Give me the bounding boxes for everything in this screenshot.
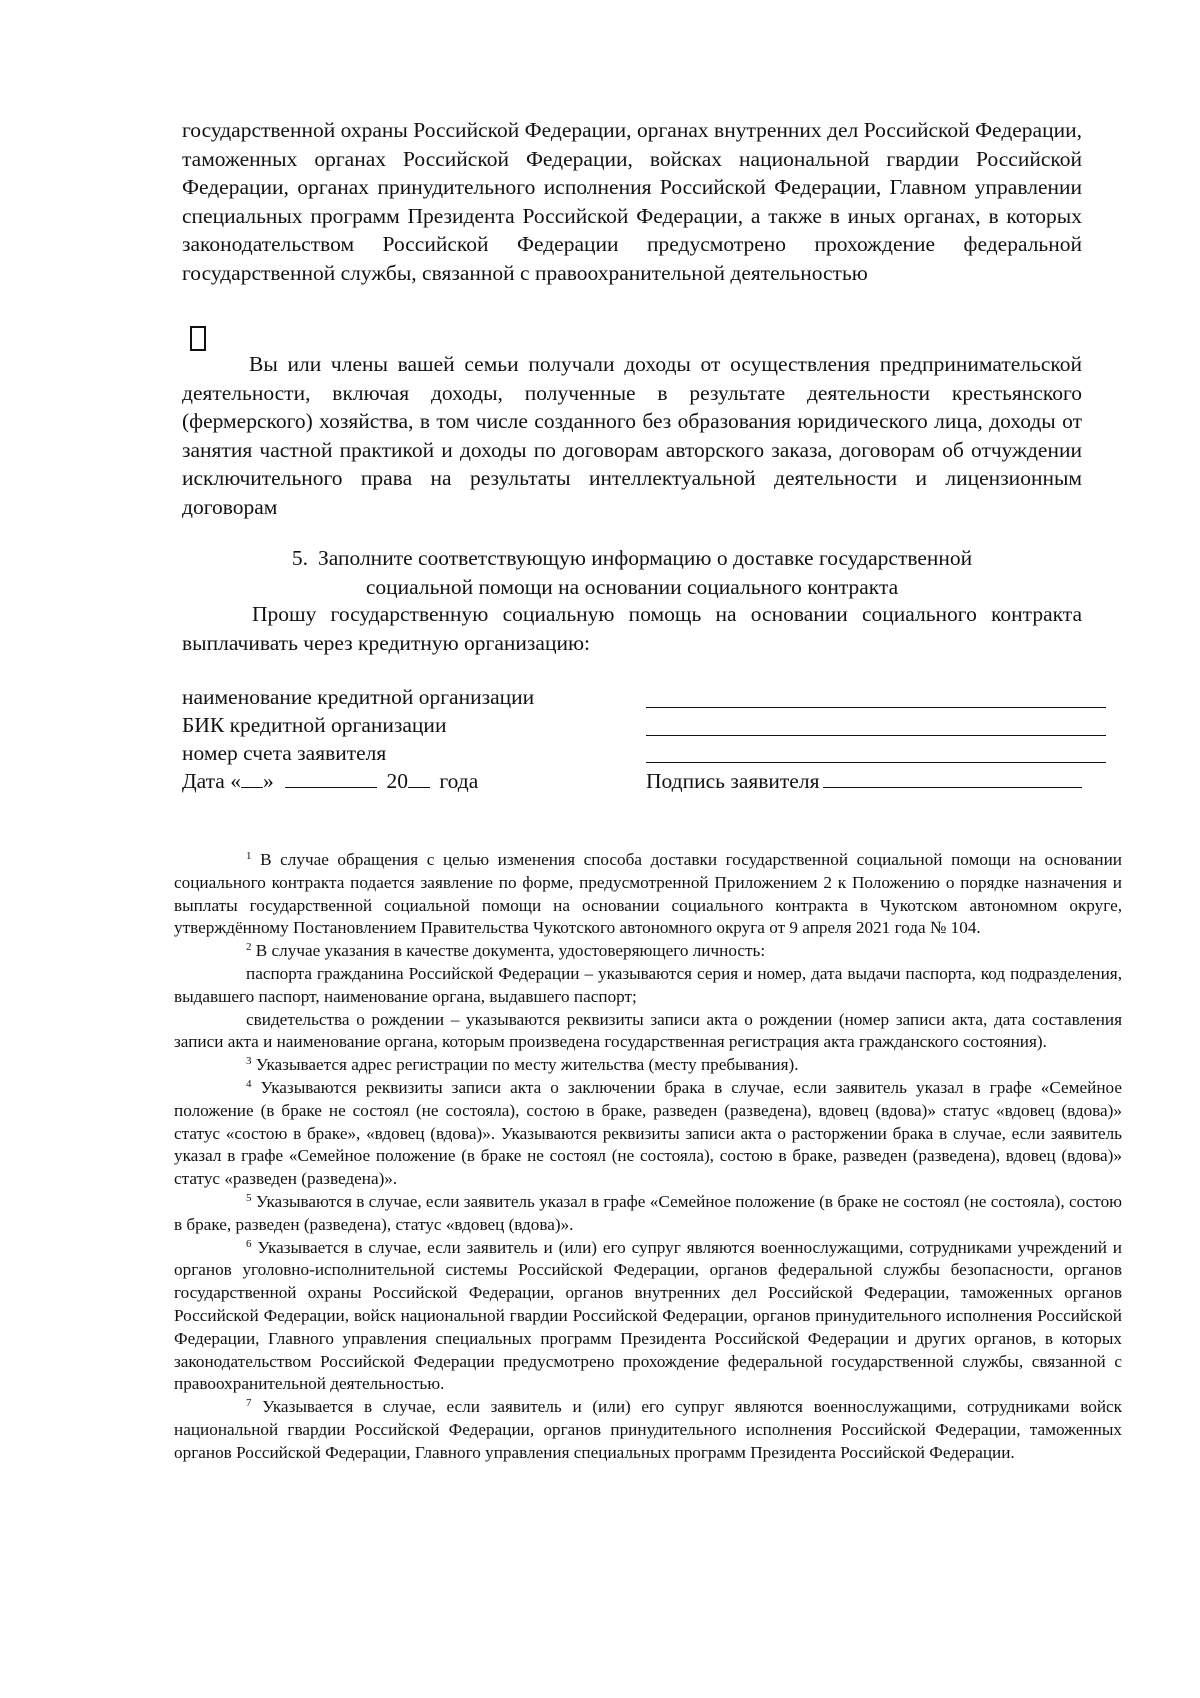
body-paragraph-continuation: государственной охраны Российской Федерации, органах внутренних дел Российской Федерации, таможенных органах Российской Федерации, войсках национальной гвардии Российской Федерации, органах принудительного исполнения Российской Федерации, Главном управлении специальных программ Президента Российской Федерации, а также в иных органах, в которых законодательством Российской Федерации предусмотрено прохождение федеральной государственной службы, связанной с правоохранительной деятельностью [182,118,1082,285]
footnote-mark: 6 [246,1237,252,1250]
bank-name-field[interactable] [646,707,1106,708]
footnote-3: $^3$ Указывается адрес регистрации по месту жительства (месту пребывания). [246,1055,799,1075]
footnote-mark: 5 [246,1191,252,1204]
footnote-7: $^7$ Указывается в случае, если заявитель и (или) его супруг являются военнослужащими, сотрудниками войск национальной гвардии Российской Федерации, органов принудительного исполнения Российской Федерации, таможенных органов Российской Федерации, Главного управления специальных программ Президента Российской Федерации. [174,1397,1123,1462]
footnote-2-birth-certificate: свидетельства о рождении – указываются реквизиты записи акта о рождении (номер записи акта, дата составления записи акта и наименование органа, которым произведена государственная регистрация акта гражданского состояния). [174,1009,1122,1052]
date-month-field[interactable] [285,769,377,788]
footnote-mark: 2 [246,941,252,954]
footnote-4: $^4$ Указываются реквизиты записи акта о заключении брака в случае, если заявитель указал в графе «Семейное положение (в браке не состоял (не состояла), состою в браке, разведен (разведена), вдовец (вдова)» статус «вдовец (вдова)» статус «состою в браке», «вдовец (вдова)». Указываются реквизиты записи акта о расторжении брака в случае, если заявитель указал в графе «Семейное положение (в браке не состоял (не состояла), состою в браке, разведен (разведена), вдовец (вдова)» статус «разведен (разведена)». [174,1077,1122,1189]
body-paragraph-business-income: Вы или члены вашей семьи получали доходы от осуществления предпринимательской деятельности, включая доходы, полученные в результате деятельности крестьянского (фермерского) хозяйства, в том числе созданного без образования юридического лица, доходы от занятия частной практикой и доходы по договорам авторского заказа, договорам об отчуждении исключительного права на результаты интеллектуальной деятельности и лицензионным договорам [182,352,1082,519]
date-year-suffix: года [439,769,479,793]
date-label: Дата « [182,769,241,793]
footnote-2-passport: паспорта гражданина Российской Федерации – указываются серия и номер, дата выдачи паспорта, код подразделения, выдавшего паспорт, наименование органа, выдавшего паспорт; [174,963,1122,1006]
footnote-2: $^2$ В случае указания в качестве документа, удостоверяющего личность: [246,941,766,961]
date-day-field[interactable] [241,769,263,788]
income-checkbox[interactable] [190,326,206,351]
footnote-mark: 7 [246,1397,252,1410]
body-paragraph-request: Прошу государственную социальную помощь на основании социального контракта выплачивать через кредитную организацию: [182,602,1082,655]
footnote-mark: 4 [246,1077,252,1090]
signature-label: Подпись заявителя [646,769,820,793]
date-line: Дата « » 20 года [182,769,479,793]
section-number: 5. [291,546,308,570]
date-year-prefix: 20 [386,769,408,793]
account-number-field[interactable] [646,762,1106,763]
section-heading-line-1: 5. Заполните соответствующую информацию о доставке государственной [291,546,973,570]
account-number-label: номер счета заявителя [182,741,387,765]
bik-label: БИК кредитной организации [182,713,447,737]
signature-field[interactable] [823,769,1082,788]
section-heading-line-2: социальной помощи на основании социального контракта [365,574,899,599]
footnote-5: $^5$ Указываются в случае, если заявитель указал в графе «Семейное положение (в браке не состоял (не состояла), состою в браке, разведен (разведена), статус «вдовец (вдова)». [174,1191,1123,1234]
bank-name-label: наименование кредитной организации [182,685,535,709]
bik-field[interactable] [646,735,1106,736]
footnote-mark: 1 [246,850,252,862]
date-year-field[interactable] [408,769,430,788]
section-5-heading [182,544,1082,601]
footnote-mark: 3 [246,1055,252,1068]
footnotes [174,849,1122,1465]
footnote-1: $^1$ В случае обращения с целью изменения способа доставки государственной социальной помощи на основании социального контракта подается заявление по форме, предусмотренной Приложением 2 к Положению о порядке назначения и выплаты государственной социальной помощи на основании социального контракта в Чукотском автономном округе, утверждённому Постановлением Правительства Чукотского автономного округа от 9 апреля 2021 года № 104. [174,850,1122,938]
footnote-6: $^6$ Указывается в случае, если заявитель и (или) его супруг являются военнослужащими, сотрудниками учреждений и органов уголовно-исполнительной системы Российской Федерации, органов федеральной службы безопасности, органов государственной охраны Российской Федерации, органов внутренних дел Российской Федерации, таможенных органов Российской Федерации, войск национальной гвардии Российской Федерации, органов принудительного исполнения Российской Федерации, Главного управления специальных программ Президента Российской Федерации и других органов, в которых законодательством Российской Федерации предусмотрено прохождение федеральной государственной службы, связанной с правоохранительной деятельностью. [174,1237,1123,1394]
signature-line [646,768,1082,794]
